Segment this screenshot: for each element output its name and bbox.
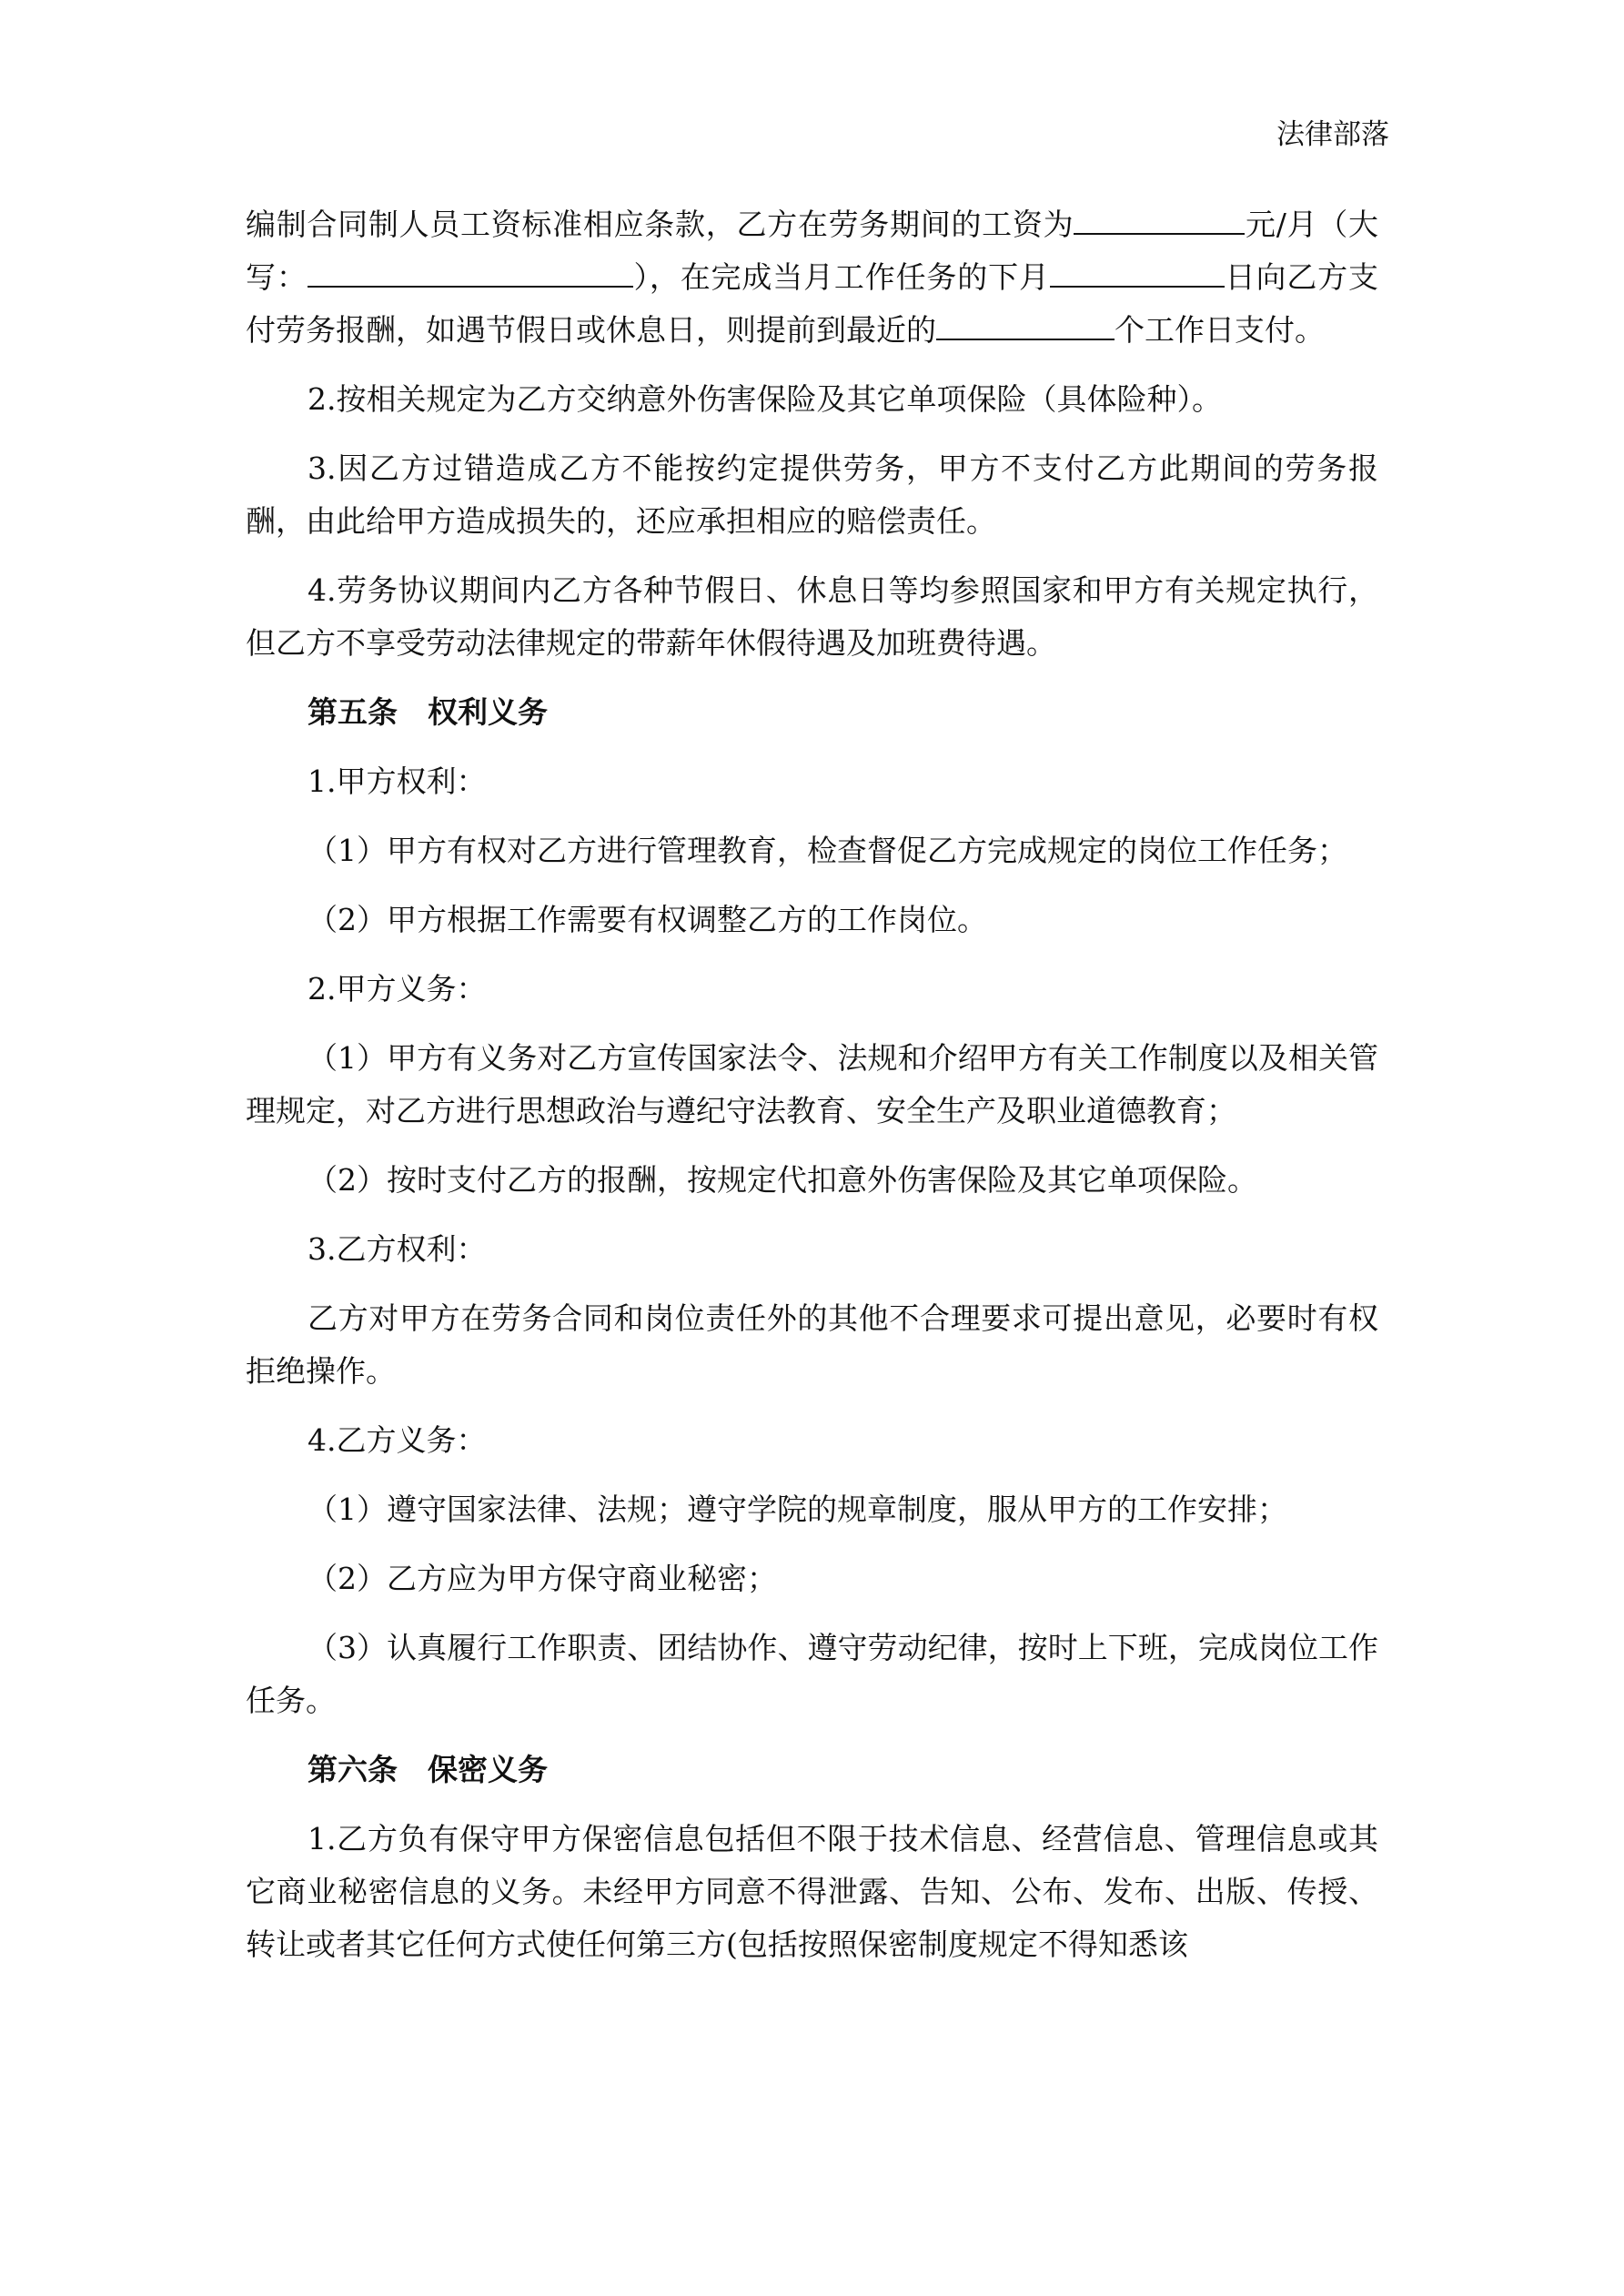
salary-amount-blank [1074,198,1245,235]
workday-count-blank [936,304,1115,340]
party-a-right-1: （1）甲方有权对乙方进行管理教育，检查督促乙方完成规定的岗位工作任务； [308,833,1347,868]
document-body [246,198,1378,1971]
party-b-obligation-3: （3）认真履行工作职责、团结协作、遵守劳动纪律，按时上下班，完成岗位工作任务。 [246,1630,1378,1718]
page-header: 法律部落 [1276,118,1389,151]
party-b-right-text: 乙方对甲方在劳务合同和岗位责任外的其他不合理要求可提出意见，必要时有权拒绝操作。 [246,1300,1378,1389]
payment-day-blank [1050,251,1225,288]
salary-text-3: ），在完成当月工作任务的下月 [632,259,1050,295]
salary-text-4: 日向乙方支付劳务报酬，如遇节假日或休息日，则提前到最近的 [246,259,1379,348]
party-a-obligation-1: （1）甲方有义务对乙方宣传国家法令、法规和介绍甲方有关工作制度以及相关管理规定，对乙方进行思想政治与遵纪守法教育、安全生产及职业道德教育； [246,1040,1378,1128]
confidentiality-paragraph-1: 1.乙方负有保守甲方保密信息包括但不限于技术信息、经营信息、管理信息或其它商业秘密信息的义务。未经甲方同意不得泄露、告知、公布、发布、出版、传授、转让或者其它任何方式使任何第三方(包括按照保密制度规定不得知悉该 [246,1821,1378,1962]
paragraph-holidays: 4.劳务协议期间内乙方各种节假日、休息日等均参照国家和甲方有关规定执行，但乙方不享受劳动法律规定的带薪年休假待遇及加班费待遇。 [246,572,1378,661]
salary-text-5: 个工作日支付。 [1115,312,1325,348]
party-b-obligations-title: 4.乙方义务： [308,1422,487,1458]
party-a-obligation-2: （2）按时支付乙方的报酬，按规定代扣意外伤害保险及其它单项保险。 [308,1162,1257,1198]
salary-text-2: 元/月（大写： [246,207,1379,295]
party-b-obligation-1: （1）遵守国家法律、法规；遵守学院的规章制度，服从甲方的工作安排； [308,1492,1287,1527]
party-a-rights-title: 1.甲方权利： [308,764,487,799]
paragraph-salary [246,198,1378,357]
paragraph-insurance: 2.按相关规定为乙方交纳意外伤害保险及其它单项保险（具体险种）。 [308,381,1222,417]
party-a-right-2: （2）甲方根据工作需要有权调整乙方的工作岗位。 [308,902,987,937]
party-a-obligations-title: 2.甲方义务： [308,971,487,1006]
salary-uppercase-blank [308,251,633,288]
paragraph-fault: 3.因乙方过错造成乙方不能按约定提供劳务，甲方不支付乙方此期间的劳务报酬，由此给甲方造成损失的，还应承担相应的赔偿责任。 [246,450,1378,539]
section-heading-article-6: 第六条 保密义务 [308,1752,548,1787]
party-b-rights-title: 3.乙方权利： [308,1231,487,1267]
party-b-obligation-2: （2）乙方应为甲方保守商业秘密； [308,1561,777,1596]
salary-text-1: 编制合同制人员工资标准相应条款，乙方在劳务期间的工资为 [246,207,1074,242]
section-heading-article-5: 第五条 权利义务 [308,694,548,730]
